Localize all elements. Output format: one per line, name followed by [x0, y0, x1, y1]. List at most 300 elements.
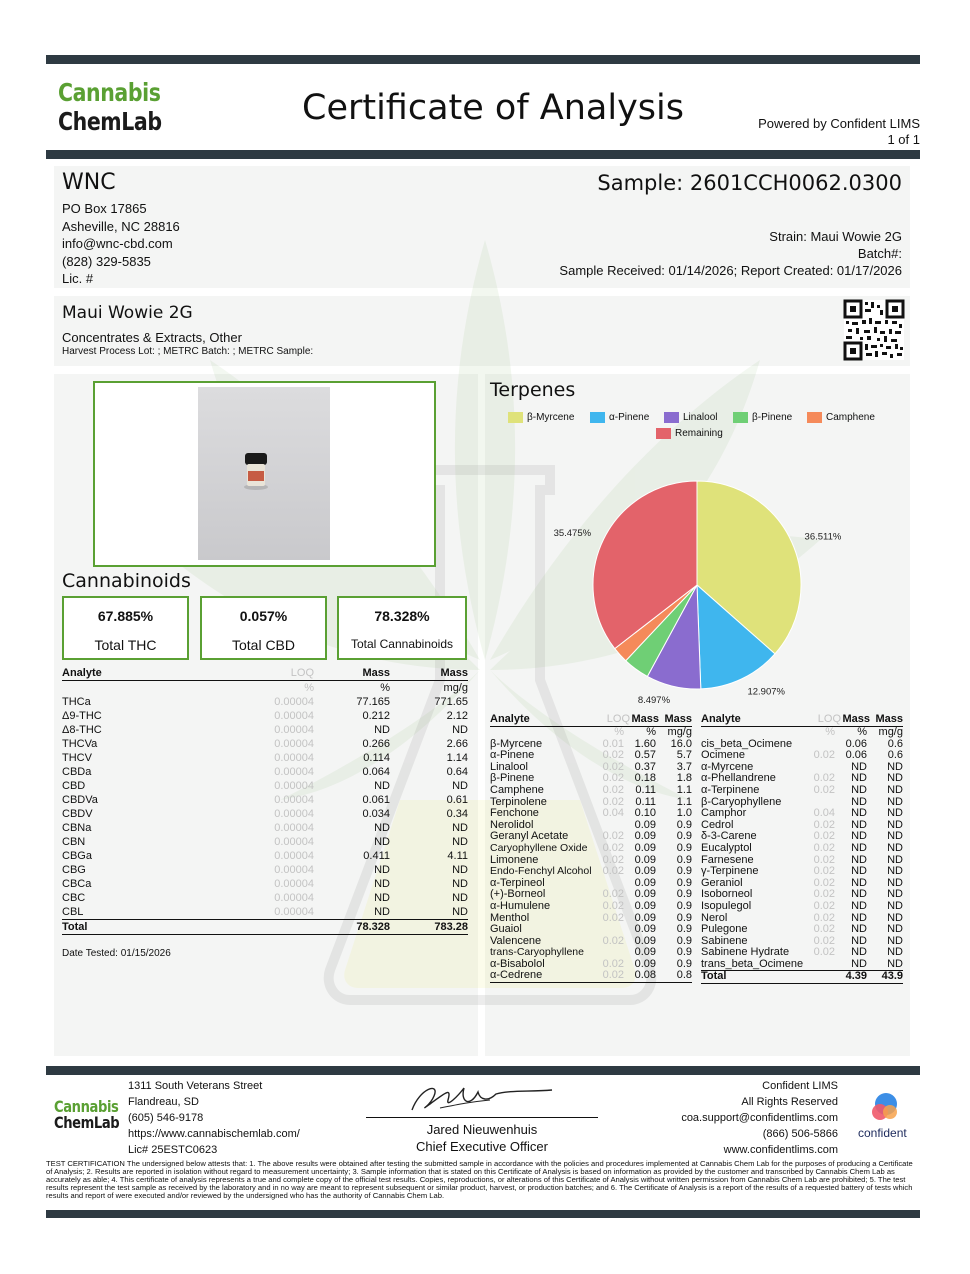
cell-mass-pct: 0.09 [634, 888, 656, 901]
col-loq: LOQ [817, 713, 841, 725]
total-label: Total [701, 970, 727, 983]
cell-mass-pct: 0.061 [362, 794, 390, 806]
cell-loq: 0.02 [602, 830, 624, 843]
cell-mass-mg: 771.65 [434, 696, 468, 708]
cell-analyte: Endo-Fenchyl Alcohol [490, 865, 592, 878]
cell-analyte: α-Cedrene [490, 969, 543, 982]
table-row [62, 905, 468, 919]
footer-logo-line2: ChemLab [54, 1113, 120, 1132]
lims-line: Confident LIMS [762, 1080, 838, 1092]
cell-analyte: CBDa [62, 766, 92, 778]
cell-analyte: Cedrol [701, 818, 734, 831]
cell-analyte: Nerolidol [490, 818, 534, 831]
legend-item [733, 412, 792, 424]
table-row [490, 843, 692, 855]
cell-mass-mg: ND [887, 841, 903, 854]
cell-mass-mg: 1.8 [676, 772, 692, 785]
total-label: Total [62, 921, 88, 933]
table-row [62, 835, 468, 849]
confident-logo-icon [866, 1092, 904, 1124]
cell-mass-mg: 1.14 [446, 752, 468, 764]
cell-mass-pct: 77.165 [356, 696, 390, 708]
total-thc-box [62, 596, 189, 660]
cell-mass-mg: 0.9 [676, 876, 692, 889]
product-name: Maui Wowie 2G [62, 303, 193, 323]
table-row [701, 959, 903, 971]
cell-analyte: Camphene [490, 783, 544, 796]
cell-analyte: Linalool [490, 760, 528, 773]
legend-swatch [656, 428, 671, 439]
cell-mass-mg: 0.9 [676, 957, 692, 970]
address-line: Lic. # [62, 271, 94, 286]
cell-loq: 0.02 [813, 888, 835, 901]
cell-mass-mg: 0.9 [676, 899, 692, 912]
cell-loq: 0.00004 [274, 794, 314, 806]
legend-item [656, 428, 723, 440]
cell-analyte: THCa [62, 696, 91, 708]
table-row [490, 866, 692, 878]
table-row [701, 808, 903, 820]
cell-analyte: Geranyl Acetate [490, 830, 569, 843]
cell-loq: 0.00004 [274, 766, 314, 778]
table-row [62, 779, 468, 793]
table-row [62, 807, 468, 821]
cell-mass-mg: ND [452, 836, 468, 848]
cell-mass-pct: 1.60 [634, 737, 656, 750]
cell-loq: 0.00004 [274, 738, 314, 750]
col-analyte: Analyte [62, 667, 102, 679]
cell-mass-pct: 0.034 [362, 808, 390, 820]
legend-label: Remaining [675, 428, 723, 440]
table-row [62, 751, 468, 765]
unit-mass-pct: % [857, 726, 867, 738]
cell-analyte: Limonene [490, 853, 539, 866]
page-title: Certificate of Analysis [302, 88, 684, 128]
table-row [701, 866, 903, 878]
address-line: PO Box 17865 [62, 201, 147, 216]
cell-loq: 0.02 [813, 818, 835, 831]
cell-analyte: CBC [62, 892, 86, 904]
cell-mass-mg: 0.9 [676, 888, 692, 901]
cell-mass-pct: ND [374, 864, 390, 876]
cell-mass-mg: ND [887, 934, 903, 947]
cell-mass-pct: ND [851, 957, 867, 970]
col-analyte: Analyte [490, 713, 530, 725]
col-analyte: Analyte [701, 713, 741, 725]
cell-loq: 0.01 [602, 737, 624, 750]
cell-mass-mg: 5.7 [676, 749, 692, 762]
cell-mass-mg: ND [887, 876, 903, 889]
cell-loq: 0.02 [602, 934, 624, 947]
cell-loq: 0.00004 [274, 878, 314, 890]
footer-logo-line1: Cannabis [54, 1097, 119, 1116]
cell-analyte: α-Bisabolol [490, 957, 545, 970]
cell-analyte: Sabinene [701, 934, 748, 947]
batch: Batch#: [857, 246, 902, 261]
legend-label: β-Myrcene [527, 412, 575, 424]
cell-loq: 0.00004 [274, 822, 314, 834]
cell-mass-pct: 0.114 [363, 752, 390, 764]
cell-loq: 0.02 [602, 841, 624, 854]
cell-mass-pct: 0.09 [634, 841, 656, 854]
product-category: Concentrates & Extracts, Other [62, 330, 242, 345]
signature-image [400, 1078, 560, 1118]
legend-swatch [508, 412, 523, 423]
cell-analyte: β-Caryophyllene [701, 795, 782, 808]
cell-mass-pct: ND [851, 946, 867, 959]
total-mass-mg: 43.9 [881, 970, 903, 983]
col-mass-pct: Mass [362, 667, 390, 679]
cell-analyte: β-Myrcene [490, 737, 543, 750]
lab-address-line: Lic# 25ESTC0623 [128, 1144, 218, 1156]
cell-mass-pct: ND [374, 822, 390, 834]
table-row [62, 709, 468, 723]
cell-analyte: Isopulegol [701, 899, 752, 912]
cell-mass-pct: 0.09 [634, 923, 656, 936]
signer-name: Jared Nieuwenhuis [426, 1122, 538, 1137]
cell-mass-mg: 2.66 [446, 738, 468, 750]
col-mass-pct: Mass [842, 713, 870, 725]
cell-mass-pct: 0.09 [634, 957, 656, 970]
table-row [62, 765, 468, 779]
terpenes-pie-chart [553, 470, 860, 706]
cell-mass-mg: ND [887, 911, 903, 924]
cell-mass-mg: 0.9 [676, 853, 692, 866]
cell-mass-mg: 0.6 [887, 737, 903, 750]
cell-mass-mg: ND [887, 760, 903, 773]
cell-loq: 0.02 [813, 934, 835, 947]
cell-analyte: Δ9-THC [62, 710, 102, 722]
cell-mass-pct: ND [851, 876, 867, 889]
cell-loq: 0.00004 [274, 808, 314, 820]
cell-analyte: THCVa [62, 738, 98, 750]
legend-swatch [807, 412, 822, 423]
cell-mass-pct: 0.18 [634, 772, 656, 785]
cell-analyte: CBCa [62, 878, 92, 890]
cell-analyte: CBNa [62, 822, 92, 834]
date-tested: Date Tested: 01/15/2026 [62, 948, 171, 959]
cell-mass-mg: 0.34 [446, 808, 468, 820]
lims-line: coa.support@confidentlims.com [681, 1112, 838, 1124]
cell-analyte: CBDV [62, 808, 93, 820]
table-row [490, 785, 692, 797]
cell-mass-pct: ND [851, 923, 867, 936]
cell-mass-pct: ND [851, 772, 867, 785]
unit-loq: % [304, 682, 314, 694]
legend-item [590, 412, 649, 424]
legend-swatch [664, 412, 679, 423]
cell-loq: 0.02 [813, 783, 835, 796]
cell-analyte: (+)-Borneol [490, 888, 546, 901]
cell-analyte: trans_beta_Ocimene [701, 957, 804, 970]
cell-mass-mg: 2.12 [446, 710, 468, 722]
legend-label: α-Pinene [609, 412, 650, 424]
cell-analyte: Isoborneol [701, 888, 753, 901]
cell-mass-pct: 0.09 [634, 865, 656, 878]
page-number: 1 of 1 [887, 132, 920, 147]
cell-analyte: CBG [62, 864, 86, 876]
table-row [701, 843, 903, 855]
unit-mass-pct: % [380, 682, 390, 694]
cell-mass-pct: 0.09 [634, 899, 656, 912]
cell-loq: 0.02 [813, 946, 835, 959]
cell-loq: 0.00004 [274, 850, 314, 862]
signature-line [366, 1117, 598, 1118]
cell-mass-pct: 0.266 [362, 738, 390, 750]
client-name: WNC [62, 170, 116, 195]
cell-loq: 0.00004 [274, 780, 314, 792]
cell-loq: 0.04 [602, 807, 624, 820]
col-mass-mg: Mass [664, 713, 692, 725]
cell-mass-mg: ND [887, 830, 903, 843]
cell-loq: 0.02 [813, 899, 835, 912]
legend-swatch [590, 412, 605, 423]
legend-item [807, 412, 875, 424]
lab-logo-line1: Cannabis [58, 78, 161, 107]
header-divider [46, 150, 920, 159]
cell-mass-mg: 0.9 [676, 830, 692, 843]
cell-mass-pct: ND [851, 853, 867, 866]
cell-mass-pct: 0.09 [634, 946, 656, 959]
cell-analyte: CBD [62, 780, 86, 792]
cell-mass-pct: ND [374, 724, 390, 736]
cell-analyte: trans-Caryophyllene [490, 946, 584, 959]
cell-analyte: α-Humulene [490, 899, 551, 912]
footer-divider [46, 1066, 920, 1075]
cell-analyte: Geraniol [701, 876, 743, 889]
cell-mass-mg: 1.1 [676, 783, 692, 796]
lab-logo-line2: ChemLab [58, 107, 162, 136]
cell-mass-mg: 1.0 [676, 807, 692, 820]
cell-mass-pct: 0.09 [634, 911, 656, 924]
cell-mass-mg: ND [887, 946, 903, 959]
cell-mass-mg: ND [887, 818, 903, 831]
table-row [62, 723, 468, 737]
cell-loq: 0.00004 [274, 864, 314, 876]
cell-analyte: CBGa [62, 850, 92, 862]
legend-label: Camphene [826, 412, 875, 424]
cell-loq: 0.04 [813, 807, 835, 820]
cell-mass-pct: 0.09 [634, 853, 656, 866]
signer-title: Chief Executive Officer [416, 1139, 548, 1154]
legend-item [664, 412, 717, 424]
cell-mass-pct: 0.064 [362, 766, 390, 778]
cell-mass-mg: 0.64 [446, 766, 468, 778]
legend-label: β-Pinene [752, 412, 793, 424]
total-mass-mg: 783.28 [434, 921, 468, 933]
cell-mass-mg: ND [887, 783, 903, 796]
cell-mass-pct: 0.06 [845, 749, 867, 762]
cell-mass-pct: ND [851, 830, 867, 843]
unit-mass-mg: mg/g [878, 726, 903, 738]
terpenes-heading: Terpenes [490, 379, 576, 401]
cell-mass-pct: ND [851, 911, 867, 924]
cell-mass-pct: 0.37 [634, 760, 656, 773]
cell-mass-mg: 0.8 [676, 969, 692, 982]
cell-mass-pct: ND [374, 836, 390, 848]
table-header [490, 714, 692, 727]
cell-loq: 0.02 [813, 749, 835, 762]
col-mass-mg: Mass [440, 667, 468, 679]
cell-analyte: α-Myrcene [701, 760, 754, 773]
cell-loq: 0.00004 [274, 710, 314, 722]
cell-analyte: Fenchone [490, 807, 539, 820]
cell-analyte: Valencene [490, 934, 542, 947]
cell-analyte: Pulegone [701, 923, 748, 936]
address-line: (828) 329-5835 [62, 253, 151, 269]
cell-loq: 0.02 [813, 876, 835, 889]
lims-line: (866) 506-5866 [762, 1128, 838, 1140]
cell-mass-mg: 3.7 [676, 760, 692, 773]
cell-loq: 0.00004 [274, 836, 314, 848]
lims-line: www.confidentlims.com [723, 1144, 838, 1156]
cell-loq: 0.02 [602, 969, 624, 982]
legend-item [508, 412, 574, 424]
test-certification: TEST CERTIFICATION The undersigned below attests that: 1. The above results were obtained after testing the submitted sample in accordance with the policies and procedures implemented at Cannabis Chem Lab for the purposes of producing a Certificate of Analysis; 2. Results are reported in isolation without regard to measurement uncertainty; 3. Sample information that is stated on this Certificate of Analysis is based on information as provided by the customer and transcribed by Cannabis Chem Lab as accurately as able; 4. This certificate of analysis represents a true and complete copy of the official test results. Copies, reproductions, or alterations of this Certificate of Analysis without written permission from Cannabis Chem Lab are prohibited; 5. The test results represent the test sample as received by the laboratory and in no way are meant to represent subsequent or similar product, harvest, or production batches; and 6. The Certificate of Analysis is a report of the results of a requested battery of tests which results and report of were executed and/or reviewed by the undersigned who has the authority of Cannabis Chem Lab. [46, 1159, 913, 1200]
cell-analyte: α-Terpinene [701, 783, 760, 796]
cell-loq: 0.02 [813, 830, 835, 843]
cell-mass-pct: 0.10 [634, 807, 656, 820]
cell-loq: 0.02 [602, 749, 624, 762]
cell-loq: 0.02 [602, 957, 624, 970]
table-row [490, 808, 692, 820]
total-mass-pct: 4.39 [845, 970, 867, 983]
cell-analyte: CBDVa [62, 794, 98, 806]
cell-mass-pct: ND [851, 841, 867, 854]
cell-loq: 0.02 [602, 783, 624, 796]
cell-loq: 0.02 [602, 911, 624, 924]
cell-analyte: δ-3-Carene [701, 830, 757, 843]
total-mass-pct: 78.328 [356, 921, 390, 933]
cell-mass-pct: ND [374, 780, 390, 792]
table-row [62, 863, 468, 877]
total-cbd-label: Total CBD [231, 637, 296, 653]
cell-mass-mg: 16.0 [670, 737, 692, 750]
cell-analyte: Farnesene [701, 853, 754, 866]
col-loq: LOQ [290, 667, 314, 679]
cannabinoids-heading: Cannabinoids [62, 570, 191, 592]
col-mass-mg: Mass [875, 713, 903, 725]
cell-loq: 0.02 [813, 853, 835, 866]
table-row [62, 877, 468, 891]
cell-mass-mg: 0.9 [676, 818, 692, 831]
unit-mass-mg: mg/g [667, 726, 692, 738]
cell-mass-pct: 0.09 [634, 876, 656, 889]
total-cbd-box [200, 596, 327, 660]
cell-loq: 0.00004 [274, 696, 314, 708]
cell-loq: 0.02 [813, 911, 835, 924]
lims-line: All Rights Reserved [741, 1096, 838, 1108]
cell-mass-mg: ND [452, 906, 468, 918]
units-row [62, 681, 468, 695]
cell-analyte: β-Pinene [490, 772, 535, 785]
cell-mass-pct: ND [851, 783, 867, 796]
cell-mass-pct: ND [374, 906, 390, 918]
confident-logo-text: confident [858, 1126, 907, 1140]
cell-mass-mg: ND [887, 772, 903, 785]
cell-loq: 0.02 [813, 772, 835, 785]
cannabinoid-rows [62, 695, 468, 919]
cell-analyte: α-Pinene [490, 749, 535, 762]
cell-analyte: α-Terpineol [490, 876, 545, 889]
cell-mass-mg: ND [887, 899, 903, 912]
table-row [62, 849, 468, 863]
cell-mass-pct: ND [374, 878, 390, 890]
total-row [701, 970, 903, 984]
cell-mass-mg: ND [887, 923, 903, 936]
table-row [62, 793, 468, 807]
cell-mass-pct: ND [851, 865, 867, 878]
cell-mass-pct: 0.212 [362, 710, 390, 722]
pie-data-label: 35.475% [553, 528, 592, 540]
terpenes-table-right [701, 714, 903, 984]
cell-loq: 0.02 [813, 865, 835, 878]
cell-mass-mg: 0.9 [676, 934, 692, 947]
terpenes-table-left [490, 714, 692, 983]
strain: Strain: Maui Wowie 2G [769, 229, 902, 244]
cannabinoids-table [62, 666, 468, 935]
cell-mass-mg: 0.9 [676, 946, 692, 959]
cell-mass-pct: ND [851, 795, 867, 808]
cell-mass-pct: ND [851, 899, 867, 912]
cell-loq: 0.02 [602, 899, 624, 912]
pie-data-label: 12.907% [747, 686, 785, 698]
pie-data-label: 8.497% [637, 694, 671, 706]
cell-mass-mg: ND [452, 724, 468, 736]
table-row [701, 924, 903, 936]
cell-loq: 0.00004 [274, 892, 314, 904]
cell-analyte: cis_beta_Ocimene [701, 737, 793, 750]
unit-mass-mg: mg/g [443, 682, 468, 694]
cell-mass-mg: ND [887, 807, 903, 820]
cell-mass-pct: ND [851, 818, 867, 831]
table-row [62, 695, 468, 709]
powered-by: Powered by Confident LIMS [758, 116, 920, 131]
table-row [490, 970, 692, 983]
lims-contact [681, 1078, 838, 1158]
lab-address-line: https://www.cannabischemlab.com/ [128, 1128, 300, 1140]
cell-mass-mg: 0.9 [676, 923, 692, 936]
table-row [490, 924, 692, 936]
legend-label: Linalool [683, 412, 718, 424]
cell-mass-mg: 0.9 [676, 911, 692, 924]
cell-mass-mg: ND [887, 865, 903, 878]
cell-analyte: Δ8-THC [62, 724, 102, 736]
cell-mass-mg: 0.9 [676, 841, 692, 854]
cell-analyte: CBN [62, 836, 86, 848]
table-row [62, 891, 468, 905]
cell-mass-mg: ND [452, 892, 468, 904]
col-loq: LOQ [606, 713, 630, 725]
pie-data-label: 36.511% [804, 531, 842, 543]
sample-id: Sample: 2601CCH0062.0300 [597, 171, 902, 195]
cell-analyte: Caryophyllene Oxide [490, 841, 588, 854]
cell-mass-mg: 0.9 [676, 865, 692, 878]
legend-swatch [733, 412, 748, 423]
lab-address-line: 1311 South Veterans Street [128, 1080, 263, 1092]
cell-analyte: Sabinene Hydrate [701, 946, 790, 959]
table-header [62, 666, 468, 681]
cell-loq: 0.02 [602, 795, 624, 808]
cell-analyte: Terpinolene [490, 795, 547, 808]
lab-address [128, 1078, 300, 1158]
cell-loq: 0.02 [602, 865, 624, 878]
cell-mass-pct: 0.09 [634, 818, 656, 831]
cell-analyte: Guaiol [490, 923, 522, 936]
bottom-bar [46, 1210, 920, 1218]
cell-mass-pct: 0.11 [635, 783, 656, 796]
cell-analyte: Eucalyptol [701, 841, 752, 854]
